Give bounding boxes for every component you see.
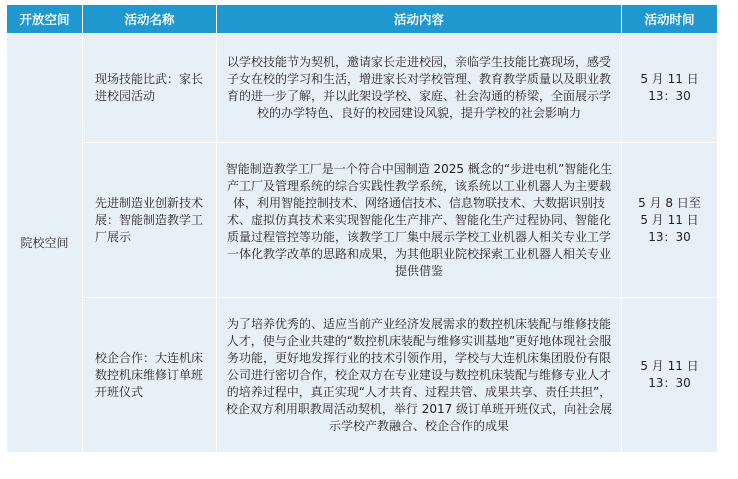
- header-content: 活动内容: [217, 5, 622, 34]
- activity-name-cell: 校企合作：大连机床数控机床维修订单班开班仪式: [83, 298, 217, 453]
- activity-content-cell: 为了培养优秀的、适应当前产业经济发展需求的数控机床装配与维修技能人才，使与企业共建的“数控机床装配与维修实训基地”更好地体现社会服务功能，更好地发挥行业的技术引领作用，学校与大连机床集团股份有限公司进行密切合作，校企双方在专业建设与数控机床装配与维修专业人才的培养过程中，真正实现“人才共育、过程共管、成果共享、责任共担”，校企双方利用职教周活动契机，举行 2017 级订单班开班仪式，向社会展示学校产教融合、校企合作的成果: [217, 298, 622, 453]
- activity-name-cell: 先进制造业创新技术展：智能制造教学工厂展示: [83, 143, 217, 298]
- activity-content-cell: 智能制造教学工厂是一个符合中国制造 2025 概念的“步进电机”智能化生产工厂及管理系统的综合实践性教学系统，该系统以工业机器人为主要载体，利用智能控制技术、网络通信技术、信息物联技术、大数据识别技术、虚拟仿真技术来实现智能化生产排产、智能化生产过程协同、智能化质量过程管控等功能，该教学工厂集中展示学校工业机器人相关专业工学一体化教学改革的思路和成果，为其他职业院校探索工业机器人相关专业提供借鉴: [217, 143, 622, 298]
- activity-table: [6, 4, 718, 453]
- table-row: [7, 143, 718, 298]
- space-cell: 院校空间: [7, 34, 83, 453]
- table-row: [7, 34, 718, 143]
- table-header-row: [7, 5, 718, 34]
- header-time: 活动时间: [622, 5, 718, 34]
- header-name: 活动名称: [83, 5, 217, 34]
- activity-name-cell: 现场技能比武：家长进校园活动: [83, 34, 217, 143]
- activity-content-cell: 以学校技能节为契机，邀请家长走进校园，亲临学生技能比赛现场，感受子女在校的学习和生活，增进家长对学校管理、教育教学质量以及职业教育的进一步了解，并以此架设学校、家庭、社会沟通的桥梁，全面展示学校的办学特色、良好的校园建设风貌，提升学校的社会影响力: [217, 34, 622, 143]
- activity-time-cell: 5 月 8 日至 5 月 11 日 13：30: [622, 143, 718, 298]
- table-row: [7, 298, 718, 453]
- header-space: 开放空间: [7, 5, 83, 34]
- activity-time-cell: 5 月 11 日 13：30: [622, 298, 718, 453]
- activity-time-cell: 5 月 11 日 13：30: [622, 34, 718, 143]
